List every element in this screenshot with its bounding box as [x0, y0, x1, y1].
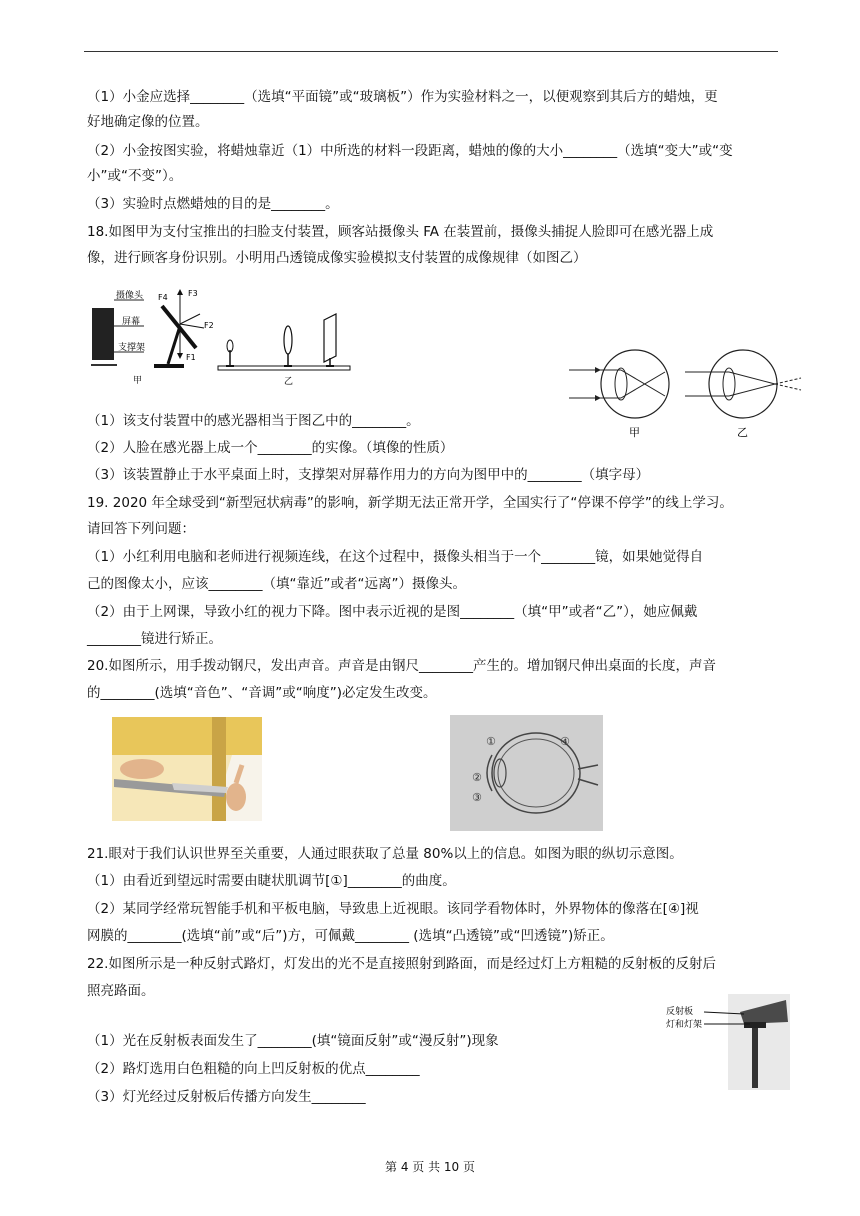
lamp-figure	[664, 992, 794, 1092]
fig-18-yi-label: 乙	[284, 377, 294, 386]
eye-jia-label: 甲	[629, 426, 640, 439]
force-f4: F4	[158, 293, 168, 302]
q22-3-line: （3）灯光经过反射板后传播方向发生________	[87, 1089, 366, 1105]
lamp-board-label: 反射板	[666, 1007, 694, 1017]
camera-box	[92, 308, 114, 360]
q20-stem: 20.如图所示，用手拨动钢尺，发出声音。声音是由钢尺________产生的。增加钢尺伸出桌面的长度，声音	[87, 658, 716, 674]
q22-1-line: （1）光在反射板表面发生了________(填“镜面反射”或“漫反射”)现象	[87, 1033, 499, 1049]
figure-18-yi	[214, 306, 354, 386]
q19-stem: 19. 2020 年全球受到“新型冠状病毒”的影响，新学期无法正常开学，全国实行了“停课不停学”的线上学习。	[87, 495, 733, 511]
q19-stem-cont: 请回答下列问题：	[87, 521, 195, 537]
q20-stem-cont: 的________(选填“音色”、“音调”或“响度”)必定发生改变。	[87, 685, 437, 701]
force-f1: F1	[186, 353, 196, 362]
q19-2-cont: ________镜进行矫正。	[87, 631, 222, 647]
eye-mark-4: ④	[560, 735, 570, 748]
figure-18-jia	[88, 286, 218, 386]
eye-mark-1: ①	[486, 735, 496, 748]
q22-stem-cont: 照亮路面。	[87, 983, 155, 999]
q17-1-cont: 好地确定像的位置。	[87, 114, 209, 130]
q22-2-line: （2）路灯选用白色粗糙的向上凹反射板的优点________	[87, 1061, 420, 1077]
eye-mark-2: ②	[472, 771, 482, 784]
q17-1-line: （1）小金应选择________（选填“平面镜”或“玻璃板”）作为实验材料之一，以便观察到其后方的蜡烛，更	[87, 89, 718, 105]
header-rule	[84, 51, 778, 52]
camera-label: 摄像头	[116, 291, 144, 301]
eye-yi-label: 乙	[737, 426, 748, 439]
screen-label: 屏幕	[122, 317, 141, 327]
q21-stem: 21.眼对于我们认识世界至关重要，人通过眼获取了总量 80%以上的信息。如图为眼的纵切示意图。	[87, 846, 683, 862]
q17-3-line: （3）实验时点燃蜡烛的目的是________。	[87, 196, 339, 212]
page-footer: 第 4 页 共 10 页	[385, 1160, 475, 1174]
q19-1-cont: 己的图像太小，应该________（填“靠近”或者“远离”）摄像头。	[87, 576, 466, 592]
q19-1-line: （1）小红利用电脑和老师进行视频连线，在这个过程中，摄像头相当于一个________镜，如果她觉得自	[87, 549, 704, 565]
q19-2-line: （2）由于上网课，导致小红的视力下降。图中表示近视的是图________（填“甲”或者“乙”），她应佩戴	[87, 604, 698, 620]
eye-section-photo	[450, 715, 603, 831]
q18-stem-cont: 像，进行顾客身份识别。小明用凸透镜成像实验模拟支付装置的成像规律（如图乙）	[87, 250, 587, 266]
ruler-photo	[112, 717, 262, 821]
q17-2-line: （2）小金按图实验，将蜡烛靠近（1）中所选的材料一段距离，蜡烛的像的大小________（选填“变大”或“变	[87, 143, 733, 159]
q18-2-line: （2）人脸在感光器上成一个________的实像。（填像的性质）	[87, 440, 454, 456]
q21-1-line: （1）由看近到望远时需要由睫状肌调节[①]________的曲度。	[87, 873, 456, 889]
q21-2-line: （2）某同学经常玩智能手机和平板电脑，导致患上近视眼。该同学看物体时，外界物体的像落在[④]视	[87, 901, 699, 917]
fig-18-jia-label: 甲	[133, 376, 143, 386]
q21-2-cont: 网膜的________(选填“前”或“后”)方，可佩戴________ (选填“凸透镜”或“凹透镜”)矫正。	[87, 928, 614, 944]
support-label: 支撑架	[118, 343, 146, 353]
force-f3: F3	[188, 289, 198, 298]
q17-2-cont: 小”或“不变”）。	[87, 168, 183, 184]
q18-stem: 18.如图甲为支付宝推出的扫脸支付装置，顾客站摄像头 FA 在装置前，摄像头捕捉人脸即可在感光器上成	[87, 224, 714, 240]
lamp-pole-label: 灯和灯架	[666, 1020, 703, 1030]
eye-mark-3: ③	[472, 791, 482, 804]
figure-eyes	[565, 342, 810, 442]
q18-3-line: （3）该装置静止于水平桌面上时，支撑架对屏幕作用力的方向为图甲中的________（填字母）	[87, 467, 650, 483]
q18-1-line: （1）该支付装置中的感光器相当于图乙中的________。	[87, 413, 420, 429]
force-f2: F2	[204, 321, 214, 330]
q22-stem: 22.如图所示是一种反射式路灯，灯发出的光不是直接照射到路面，而是经过灯上方粗糙的反射板的反射后	[87, 956, 716, 972]
